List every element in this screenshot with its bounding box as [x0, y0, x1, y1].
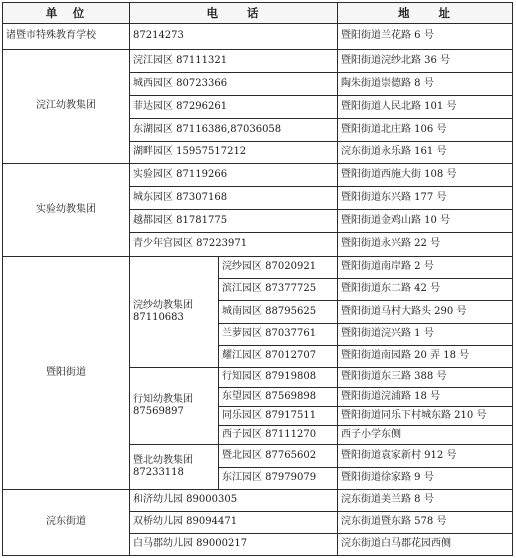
subgroup-jibei-phone: 87233118	[133, 467, 184, 478]
subgroup-jibei	[129, 444, 219, 490]
address-huandong-0: 浣东街道美兰路 8 号	[337, 489, 513, 512]
phone-jibei-1: 东江园区 87979079	[218, 467, 338, 490]
address-xingzhi-2: 暨阳街道同乐下村城东路 210 号	[337, 406, 513, 426]
address-shiyan-1: 暨阳街道东兴路 177 号	[337, 186, 513, 210]
address-shiyan-3: 暨阳街道永兴路 22 号	[337, 232, 513, 257]
address-shiyan-0: 暨阳街道西施大街 108 号	[337, 163, 513, 187]
address-huansha-4: 暨阳街道南园路 20 弄 18 号	[337, 345, 513, 368]
subgroup-jibei-name: 暨北幼教集团	[133, 454, 193, 466]
subgroup-xingzhi-phone: 87569897	[133, 406, 184, 417]
phone-shiyan-3: 青少年宫园区 87223971	[129, 232, 338, 257]
phone-huandong-0: 和济幼儿园 89000305	[129, 489, 338, 512]
phone-huandong-1: 双桥幼儿园 89094471	[129, 511, 338, 534]
address-huansha-1: 暨阳街道东二路 42 号	[337, 278, 513, 301]
phone-special-school: 87214273	[129, 23, 338, 50]
subgroup-huansha-name: 浣纱幼教集团	[133, 299, 193, 311]
phone-huanjiang-4: 湖畔园区 15957517212	[129, 141, 338, 164]
address-huansha-0: 暨阳街道南岸路 2 号	[337, 256, 513, 279]
phone-shiyan-0: 实验园区 87119266	[129, 163, 338, 187]
phone-shiyan-1: 城东园区 87307168	[129, 186, 338, 210]
unit-jiyang-street: 暨阳街道	[2, 256, 130, 490]
address-shiyan-2: 暨阳街道金鸡山路 10 号	[337, 209, 513, 233]
phone-huanjiang-0: 浣江园区 87111321	[129, 49, 338, 73]
address-huandong-1: 浣东街道暨东路 578 号	[337, 511, 513, 534]
phone-huansha-3: 兰萝园区 87037761	[218, 323, 338, 346]
unit-special-school: 诸暨市特殊教育学校	[2, 23, 130, 50]
address-huanjiang-0: 暨阳街道浣纱北路 36 号	[337, 49, 513, 73]
phone-huandong-2: 白马郡幼儿园 89000217	[129, 533, 338, 556]
address-huandong-2: 浣东街道白马郡花园西侧	[337, 533, 513, 556]
phone-xingzhi-0: 行知园区 87919808	[218, 367, 338, 388]
phone-huansha-2: 城南园区 88795625	[218, 300, 338, 324]
subgroup-huansha-phone: 87110683	[133, 312, 184, 323]
address-jibei-1: 暨阳街道徐家路 9 号	[337, 467, 513, 490]
address-jibei-0: 暨阳街道袁家新村 912 号	[337, 444, 513, 468]
address-xingzhi-3: 西子小学东侧	[337, 425, 513, 445]
header-unit: 单 位	[2, 2, 130, 24]
phone-huansha-4: 耀江园区 87012707	[218, 345, 338, 368]
subgroup-huansha	[129, 256, 219, 368]
address-huanjiang-3: 暨阳街道北庄路 106 号	[337, 118, 513, 142]
phone-shiyan-2: 越都园区 81781775	[129, 209, 338, 233]
address-huanjiang-2: 暨阳街道人民北路 101 号	[337, 95, 513, 119]
phone-xingzhi-3: 西子园区 87111270	[218, 425, 338, 445]
unit-shiyan-group: 实验幼教集团	[2, 163, 130, 257]
address-xingzhi-1: 暨阳街道浣浦路 18 号	[337, 387, 513, 407]
address-special-school: 暨阳街道兰花路 6 号	[337, 23, 513, 50]
address-huanjiang-1: 陶朱街道崇德路 8 号	[337, 72, 513, 96]
address-huansha-3: 暨阳街道浣兴路 1 号	[337, 323, 513, 346]
address-xingzhi-0: 暨阳街道东三路 388 号	[337, 367, 513, 388]
phone-xingzhi-2: 同乐园区 87917511	[218, 406, 338, 426]
header-address: 地 址	[337, 2, 513, 24]
phone-huanjiang-1: 城西园区 80723366	[129, 72, 338, 96]
address-huansha-2: 暨阳街道马村大路头 290 号	[337, 300, 513, 324]
phone-huanjiang-2: 菲达园区 87296261	[129, 95, 338, 119]
phone-huansha-1: 滨江园区 87377725	[218, 278, 338, 301]
phone-jibei-0: 暨北园区 87765602	[218, 444, 338, 468]
unit-huanjiang-group: 浣江幼教集团	[2, 49, 130, 164]
phone-xingzhi-1: 东望园区 87569898	[218, 387, 338, 407]
address-huanjiang-4: 浣东街道永乐路 161 号	[337, 141, 513, 164]
unit-huandong-street: 浣东街道	[2, 489, 130, 556]
phone-huanjiang-3: 东湖园区 87116386,87036058	[129, 118, 338, 142]
phone-huansha-0: 浣纱园区 87020921	[218, 256, 338, 279]
subgroup-xingzhi	[129, 367, 219, 445]
header-phone: 电 话	[129, 2, 338, 24]
subgroup-xingzhi-name: 行知幼教集团	[133, 393, 193, 405]
